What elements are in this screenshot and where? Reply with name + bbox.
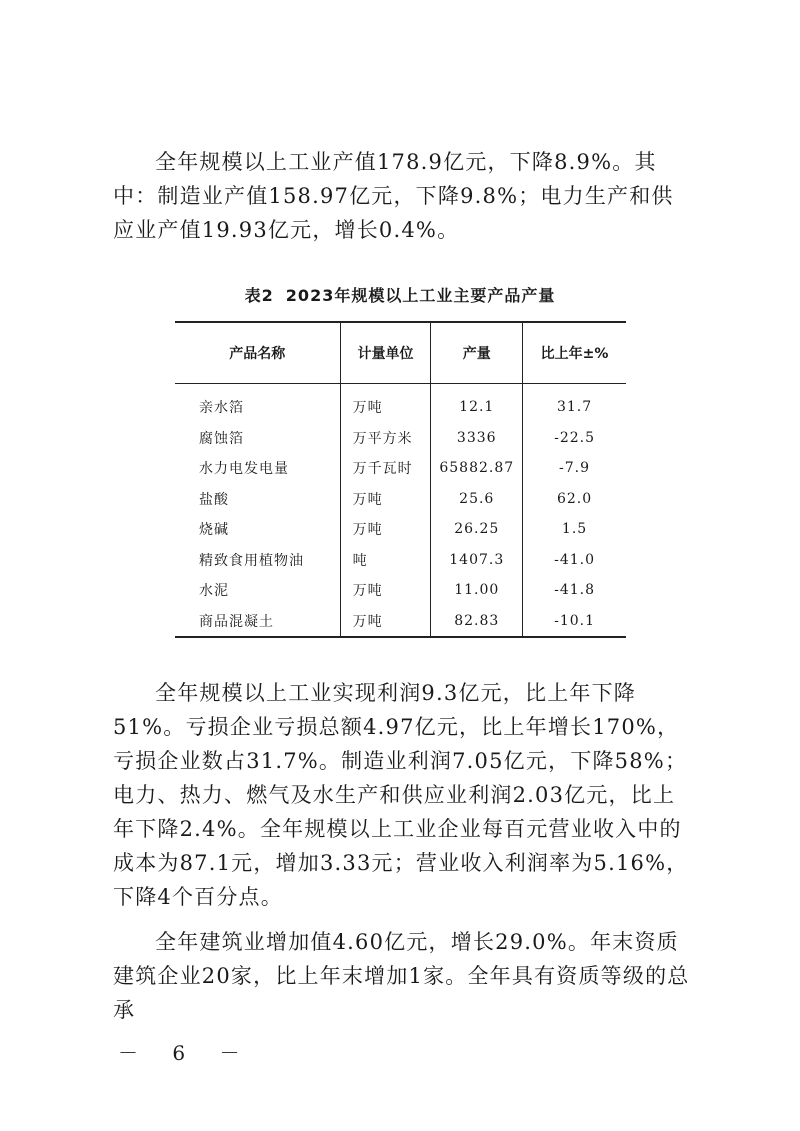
cell-change: -41.8 [523,575,626,606]
cell-product-name: 盐酸 [199,491,229,508]
header-change: 比上年±% [523,322,626,384]
cell-output: 1407.3 [431,545,523,576]
table-row [175,606,626,638]
cell-product-name: 水泥 [199,583,229,600]
cell-output: 82.83 [431,606,523,638]
paragraph-construction: 全年建筑业增加值4.60亿元，增长29.0%。年末资质建筑企业20家，比上年末增加1家。全年具有资质等级的总承 [113,930,690,1022]
table-row [175,453,626,484]
header-product-name: 产品名称 [175,322,340,384]
cell-product-name: 腐蚀箔 [199,430,244,447]
table-header-row [175,322,626,384]
cell-unit: 万千瓦时 [340,453,431,484]
table-row [175,514,626,545]
cell-output: 26.25 [431,514,523,545]
product-output-table [175,321,626,638]
cell-unit: 万吨 [340,384,431,423]
cell-output: 11.00 [431,575,523,606]
header-output: 产量 [431,322,523,384]
table-row [175,545,626,576]
paragraph-industrial-output: 全年规模以上工业产值178.9亿元，下降8.9%。其中：制造业产值158.97亿元，下降9.8%；电力生产和供应业产值19.93亿元，增长0.4%。 [113,150,674,242]
cell-output: 12.1 [431,384,523,423]
header-unit: 计量单位 [340,322,431,384]
cell-output: 25.6 [431,484,523,515]
cell-unit: 吨 [340,545,431,576]
cell-change: -41.0 [523,545,626,576]
paragraph-industrial-profit: 全年规模以上工业实现利润9.3亿元，比上年下降51%。亏损企业亏损总额4.97亿元，比上年增长170%，亏损企业数占31.7%。制造业利润7.05亿元，下降58%；电力、热力、燃气及水生产和供应业利润2.03亿元，比上年下降2.4%。全年规模以上工业企业每百元营业收入中的成本为87.1元，增加3.33元；营业收入利润率为5.16%，下降4个百分点。 [113,681,689,909]
cell-unit: 万吨 [340,484,431,515]
cell-change: -7.9 [523,453,626,484]
cell-unit: 万吨 [340,606,431,638]
table-body [175,384,626,638]
table-title [0,283,800,306]
cell-product-name: 水力电发电量 [199,461,289,478]
table-row [175,384,626,423]
cell-product-name: 烧碱 [199,522,229,539]
cell-output: 65882.87 [431,453,523,484]
page-number: － 6 － [118,1041,254,1065]
table-title-text: 2023年规模以上工业主要产品产量 [285,286,556,305]
table-row [175,484,626,515]
cell-product-name: 精致食用植物油 [199,552,304,569]
cell-change: 31.7 [523,384,626,423]
cell-product-name: 商品混凝土 [175,606,340,638]
cell-change: 62.0 [523,484,626,515]
table-row [175,423,626,454]
cell-output: 3336 [431,423,523,454]
cell-unit: 万吨 [340,514,431,545]
cell-unit: 万吨 [340,575,431,606]
cell-product-name: 亲水箔 [199,400,244,417]
cell-change: -10.1 [523,606,626,638]
cell-change: -22.5 [523,423,626,454]
table-row [175,575,626,606]
cell-unit: 万平方米 [340,423,431,454]
table-label: 表2 [244,286,274,305]
cell-change: 1.5 [523,514,626,545]
